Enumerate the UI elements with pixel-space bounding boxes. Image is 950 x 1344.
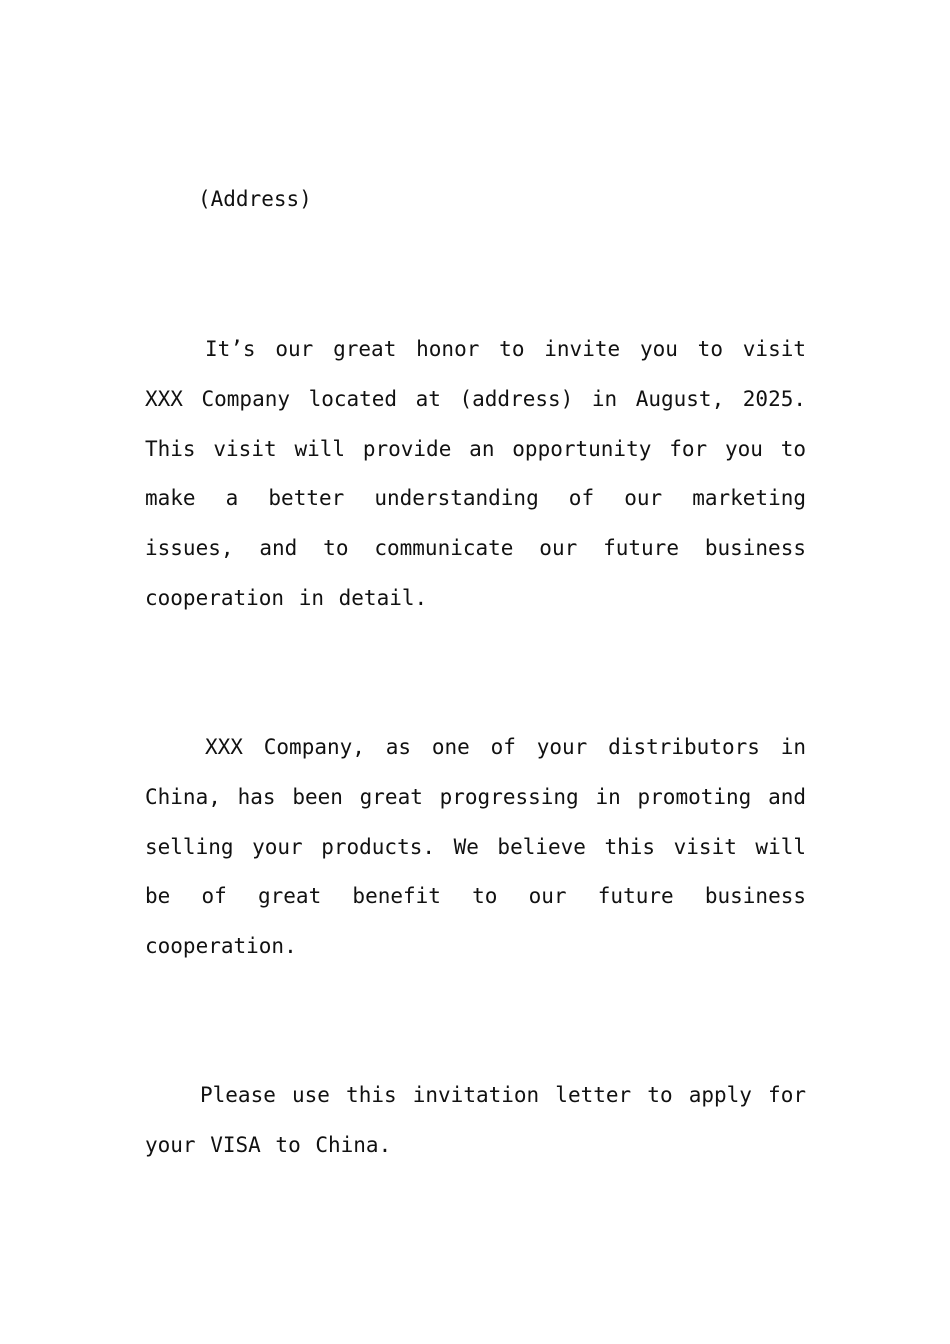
paragraph-distributor: XXX Company, as one of your distributors in China, has been great progressing in promoting and selling your products. We believe this visit will be of great benefit to our future business cooperation. xyxy=(145,735,806,959)
paragraph-visa: Please use this invitation letter to apply for your VISA to China. xyxy=(145,1083,806,1157)
paragraph-invitation: It’s our great honor to invite you to visit XXX Company located at (address) in August, 2025. This visit will provide an opportunity for you to make a better understanding of our marketing issues, and to communicate our future business cooperation in detail. xyxy=(145,337,806,610)
address-line: (Address) xyxy=(198,187,312,211)
